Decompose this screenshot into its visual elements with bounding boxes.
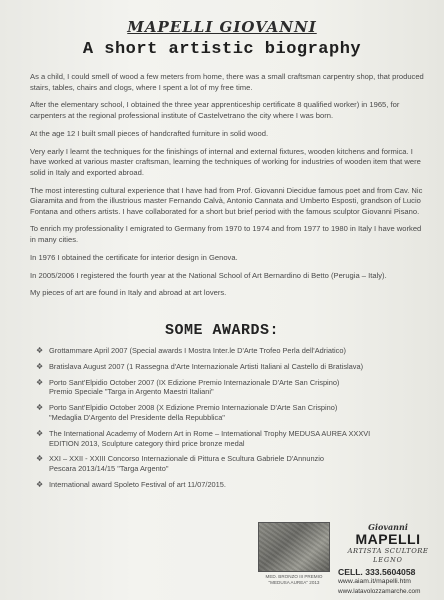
stamp-first-name: Giovanni: [368, 522, 408, 532]
award-text: Porto Sant'Elpidio October 2008 (X Edizione Premio Internazionale D'Arte San Crispino): [49, 403, 338, 413]
bio-paragraph: In 1976 I obtained the certificate for interior design in Genova.: [30, 252, 238, 262]
diamond-bullet-icon: ❖: [36, 361, 44, 371]
award-text: XXI – XXII - XXIII Concorso Internazionale di Pittura e Scultura Gabriele D'Annunzio: [49, 454, 325, 464]
award-text: International award Spoleto Festival of art 11/07/2015.: [49, 479, 226, 489]
diamond-bullet-icon: ❖: [36, 454, 44, 464]
diamond-bullet-icon: ❖: [36, 346, 44, 355]
artist-name-heading: MAPELLI GIOVANNI: [127, 18, 317, 36]
bio-paragraph: After the elementary school, I obtained the three year apprenticeship certificate 8 qualified worker) in 1965, for carpenters at the regional professional institute of Castelvetrano the city where I was born.: [30, 100, 400, 120]
awards-heading: SOME AWARDS:: [164, 322, 280, 339]
stamp-material: LEGNO: [373, 556, 403, 564]
diamond-bullet-icon: ❖: [36, 428, 44, 438]
medal-caption-line: MED. BRONZO III PREMIO: [265, 574, 323, 579]
award-text-detail: Pescara 2013/14/15 "Targa Argento": [49, 464, 169, 474]
diamond-bullet-icon: ❖: [36, 479, 44, 489]
award-item: [36, 346, 421, 356]
bio-paragraph: In 2005/2006 I registered the fourth year at the National School of Art Bernardino di Betto (Perugia – Italy).: [30, 270, 387, 280]
bio-paragraph: The most interesting cultural experience that I have had from Prof. Giovanni Diecidue famous poet and from Cav. Nic Giaramita and from the illustrious master Fernando Calvà, Antonio Cannata and Umberto Esposti, grandson of Lucio Fontana and others artists. I have collaborated for a short but brief period with the famous sculptor Giovanni Pisano.: [30, 185, 423, 216]
award-item: [36, 362, 421, 372]
biography-body: [30, 72, 425, 306]
award-item: [36, 403, 421, 423]
medal-caption-line: "MEDUSA AUREA" 2013: [268, 579, 320, 585]
diamond-bullet-icon: ❖: [36, 403, 44, 413]
bio-paragraph: At the age 12 I built small pieces of handcrafted furniture in solid wood.: [30, 128, 269, 138]
stamp-last-name: MAPELLI: [355, 531, 421, 547]
award-item: [36, 429, 421, 449]
bronze-medal-photo: [258, 522, 330, 572]
award-item: [36, 454, 421, 474]
bio-paragraph: As a child, I could smell of wood a few meters from home, there was a small craftsman carpentry shop, that produced stairs, tables, chairs and clogs, where I spent a lot of my free time.: [30, 72, 424, 92]
artist-stamp: [258, 522, 440, 598]
bio-paragraph: Very early I learnt the techniques for the finishings of internal and external fixtures, wooden kitchens and formica. I have worked at various master craftsman, learning the techniques of working for industries of wooden item that were solid in Italy and exported abroad.: [30, 146, 421, 177]
award-text: Porto Sant'Elpidio October 2007 (IX Edizione Premio Internazionale D'Arte San Crispino): [49, 377, 340, 387]
award-text-detail: Premio Speciale "Targa in Argento Maestri Italiani": [49, 387, 214, 397]
award-item: [36, 480, 421, 490]
award-text: Bratislava August 2007 (1 Rassegna d'Arte Internazionale Artisti Italiani al Castello di Bratislava): [49, 361, 364, 371]
award-item: [36, 378, 421, 398]
award-text-detail: EDITION 2013, Sculpture category third price bronze medal: [49, 438, 245, 448]
website-link[interactable]: www.latavolozzamarche.com: [338, 588, 421, 595]
award-text-detail: "Medaglia D'Argento del Presidente della Repubblica": [49, 412, 225, 422]
biography-title: A short artistic biography: [82, 40, 362, 59]
stamp-role: ARTISTA SCULTORE: [347, 547, 429, 555]
phone-number: CELL. 333.5604058: [338, 567, 416, 577]
bio-paragraph: My pieces of art are found in Italy and abroad at art lovers.: [30, 288, 227, 298]
award-text: The International Academy of Modern Art in Rome – International Trophy MEDUSA AUREA XXXVI: [49, 428, 371, 438]
medal-caption: [258, 574, 330, 585]
bio-paragraph: To enrich my professionality I emigrated to Germany from 1970 to 1974 and from 1977 to 1980 in Italy I have worked in many cities.: [30, 224, 422, 245]
diamond-bullet-icon: ❖: [36, 377, 44, 387]
award-text: Grottammare April 2007 (Special awards I Mostra Inter.le D'Arte Trofeo Perla dell'Adriatico): [49, 346, 346, 355]
website-link[interactable]: www.aiam.it/mapelli.htm: [338, 578, 411, 585]
awards-list: [36, 346, 421, 496]
